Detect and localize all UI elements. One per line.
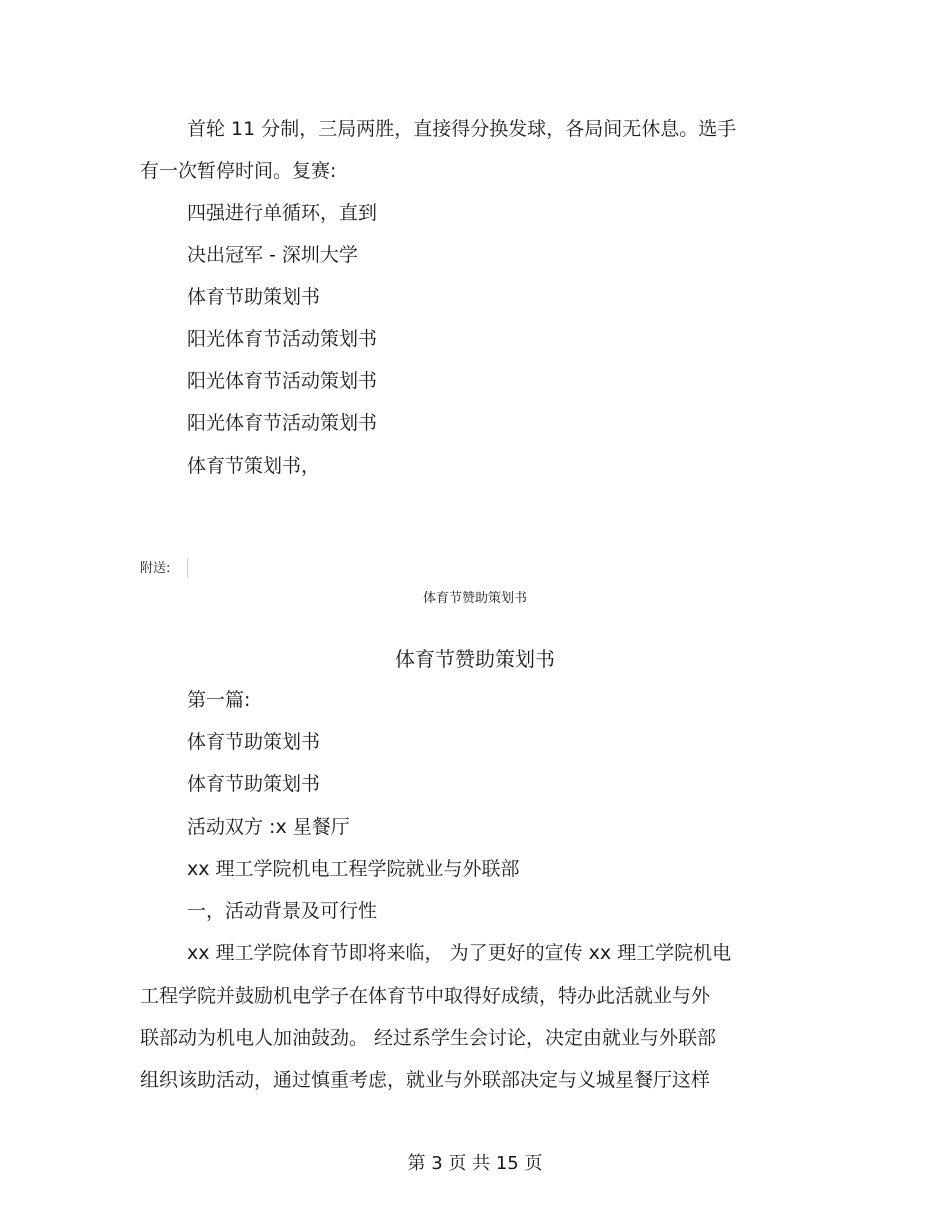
text-line: 四强进行单循环，直到 [187,202,378,224]
section-heading: 一，活动背景及可行性 [187,900,378,922]
paragraph-line: 组织该助活动，通过慎重考虑，就业与外联部决定与义城星餐厅这样 [140,1069,711,1091]
text-line: 活动双方 :x 星餐厅 [187,816,350,838]
paragraph-line: xx 理工学院体育节即将来临， 为了更好的宣传 xx 理工学院机电 [187,942,732,964]
text-line: 阳光体育节活动策划书 [187,412,378,434]
divider [187,558,188,578]
part-heading: 第一篇: [187,689,251,711]
paragraph-line: 有一次暂停时间。复赛: [140,160,337,182]
text-line: 体育节策划书， [187,455,321,477]
text-line: 阳光体育节活动策划书 [187,370,378,392]
paragraph-line: 首轮 11 分制，三局两胜，直接得分换发球，各局间无休息。选手 [187,118,737,140]
document-title: 体育节赞助策划书 [395,647,555,671]
paragraph-line: 工程学院并鼓励机电学子在体育节中取得好成绩，特办此活就业与外 [140,985,711,1007]
attachment-label: 附送: [140,561,171,576]
text-line: 体育节助策划书 [187,286,321,308]
text-line: 体育节助策划书 [187,731,321,753]
text-line: 阳光体育节活动策划书 [187,328,378,350]
paragraph-line: 联部动为机电人加油鼓劲。 经过系学生会讨论，决定由就业与外联部 [140,1027,717,1049]
page-number: 第 3 页 共 15 页 [407,1153,543,1174]
text-line: 决出冠军 - 深圳大学 [187,244,358,266]
document-small-title: 体育节赞助策划书 [422,591,527,606]
text-line: xx 理工学院机电工程学院就业与外联部 [187,858,520,880]
text-line: 体育节助策划书 [187,773,321,795]
